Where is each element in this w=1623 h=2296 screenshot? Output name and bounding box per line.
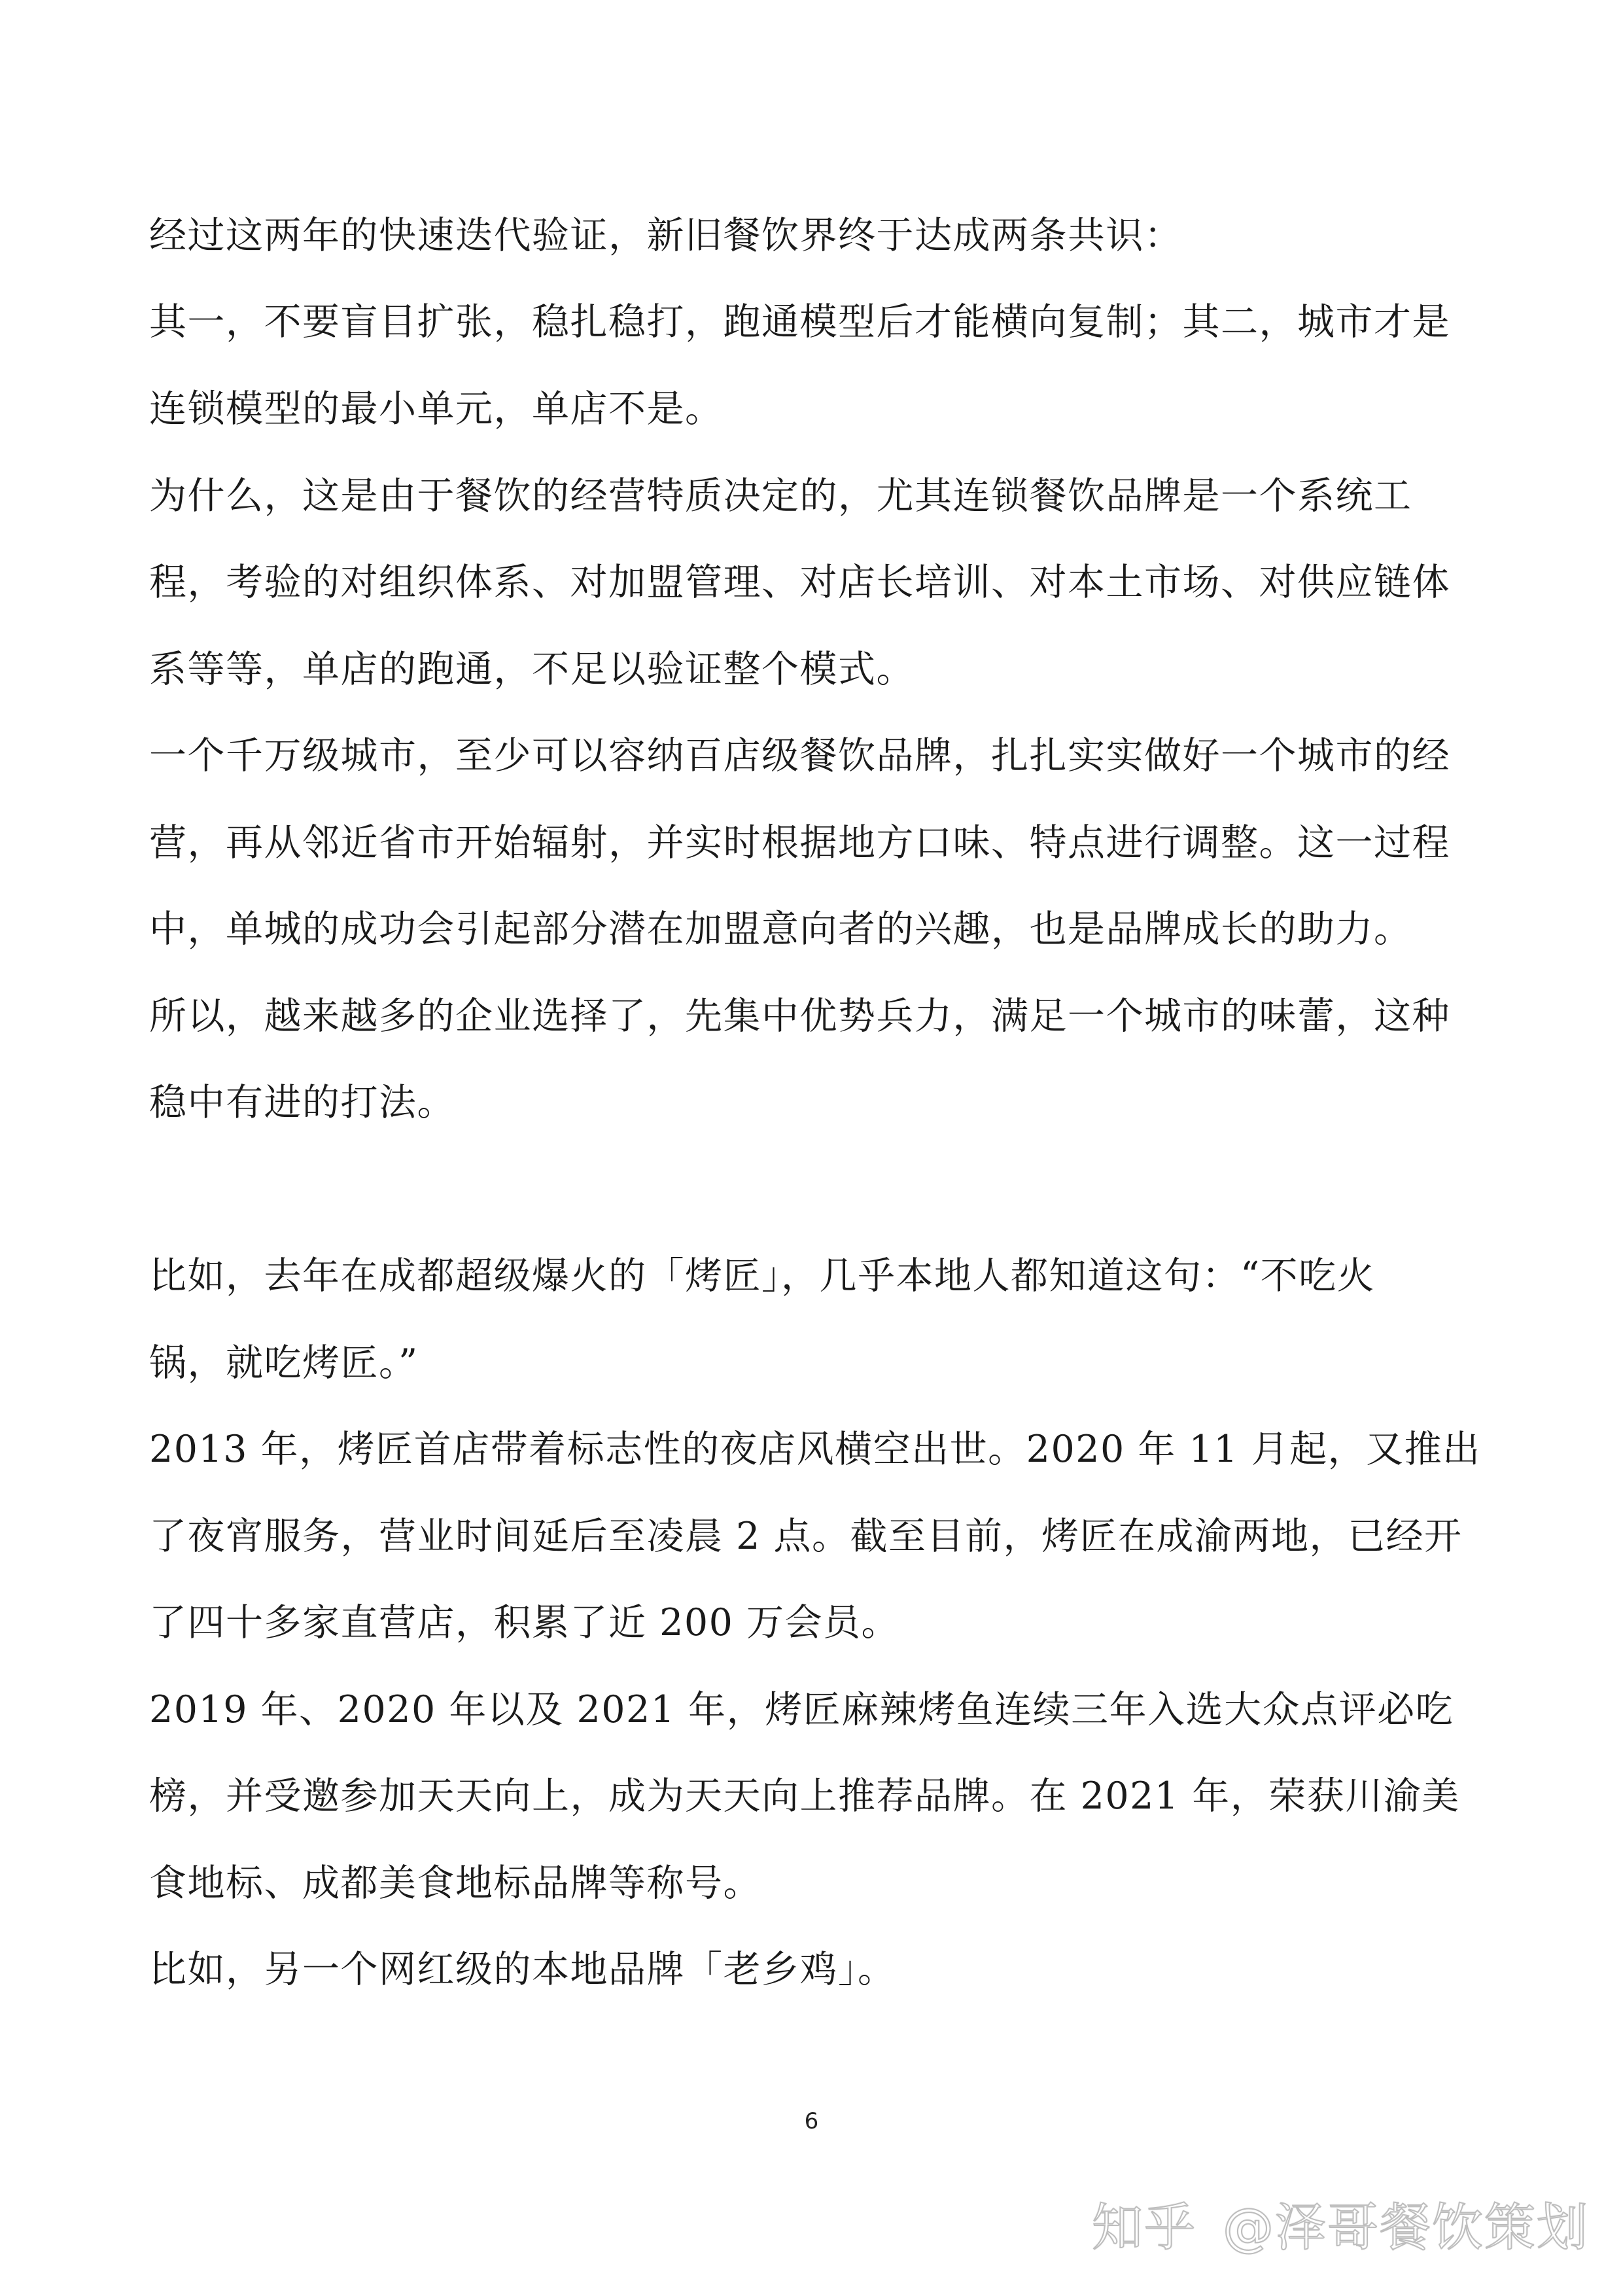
paragraph-2-line-2: 连锁模型的最小单元，单店不是。 [149,387,724,431]
paragraph-5-line-1: 所以，越来越多的企业选择了，先集中优势兵力，满足一个城市的味蕾，这种 [149,995,1450,1038]
paragraph-5-line-2: 稳中有进的打法。 [149,1081,455,1124]
paragraph-7-line-3: 了四十多家直营店，积累了近 200 万会员。 [149,1601,900,1644]
paragraph-8-line-2: 榜，并受邀参加天天向上，成为天天向上推荐品牌。在 2021 年，荣获川渝美 [149,1775,1460,1818]
paragraph-2-line-1: 其一，不要盲目扩张，稳扎稳打，跑通模型后才能横向复制；其二，城市才是 [149,300,1450,344]
paragraph-7-line-1: 2013 年，烤匠首店带着标志性的夜店风横空出世。2020 年 11 月起，又推出 [149,1428,1481,1471]
paragraph-4-line-1: 一个千万级城市，至少可以容纳百店级餐饮品牌，扎扎实实做好一个城市的经 [149,734,1450,777]
watermark-author: @泽哥餐饮策划 [1222,2199,1589,2257]
watermark-site: 知乎 [1091,2199,1196,2257]
paragraph-3-line-3: 系等等，单店的跑通，不足以验证整个模式。 [149,648,915,691]
paragraph-6-line-1: 比如，去年在成都超级爆火的「烤匠」，几乎本地人都知道这句：“不吃火 [149,1254,1376,1298]
paragraph-3-line-1: 为什么，这是由于餐饮的经营特质决定的，尤其连锁餐饮品牌是一个系统工 [149,474,1412,518]
zhihu-watermark [1092,2191,1589,2256]
paragraph-1-line-1: 经过这两年的快速迭代验证，新旧餐饮界终于达成两条共识： [149,214,1183,257]
paragraph-7-line-2: 了夜宵服务，营业时间延后至凌晨 2 点。截至目前，烤匠在成渝两地，已经开 [149,1515,1463,1558]
paragraph-8-line-3: 食地标、成都美食地标品牌等称号。 [149,1862,761,1905]
paragraph-9-line-1: 比如，另一个网红级的本地品牌「老乡鸡」。 [149,1948,896,1991]
paragraph-4-line-2: 营，再从邻近省市开始辐射，并实时根据地方口味、特点进行调整。这一过程 [149,821,1450,864]
paragraph-3-line-2: 程，考验的对组织体系、对加盟管理、对店长培训、对本土市场、对供应链体 [149,561,1450,604]
paragraph-4-line-3: 中，单城的成功会引起部分潜在加盟意向者的兴趣，也是品牌成长的助力。 [149,908,1412,951]
paragraph-8-line-1: 2019 年、2020 年以及 2021 年，烤匠麻辣烤鱼连续三年入选大众点评必吃 [149,1688,1454,1731]
page-number: 6 [804,2108,819,2134]
paragraph-6-line-2: 锅，就吃烤匠。” [149,1341,419,1385]
